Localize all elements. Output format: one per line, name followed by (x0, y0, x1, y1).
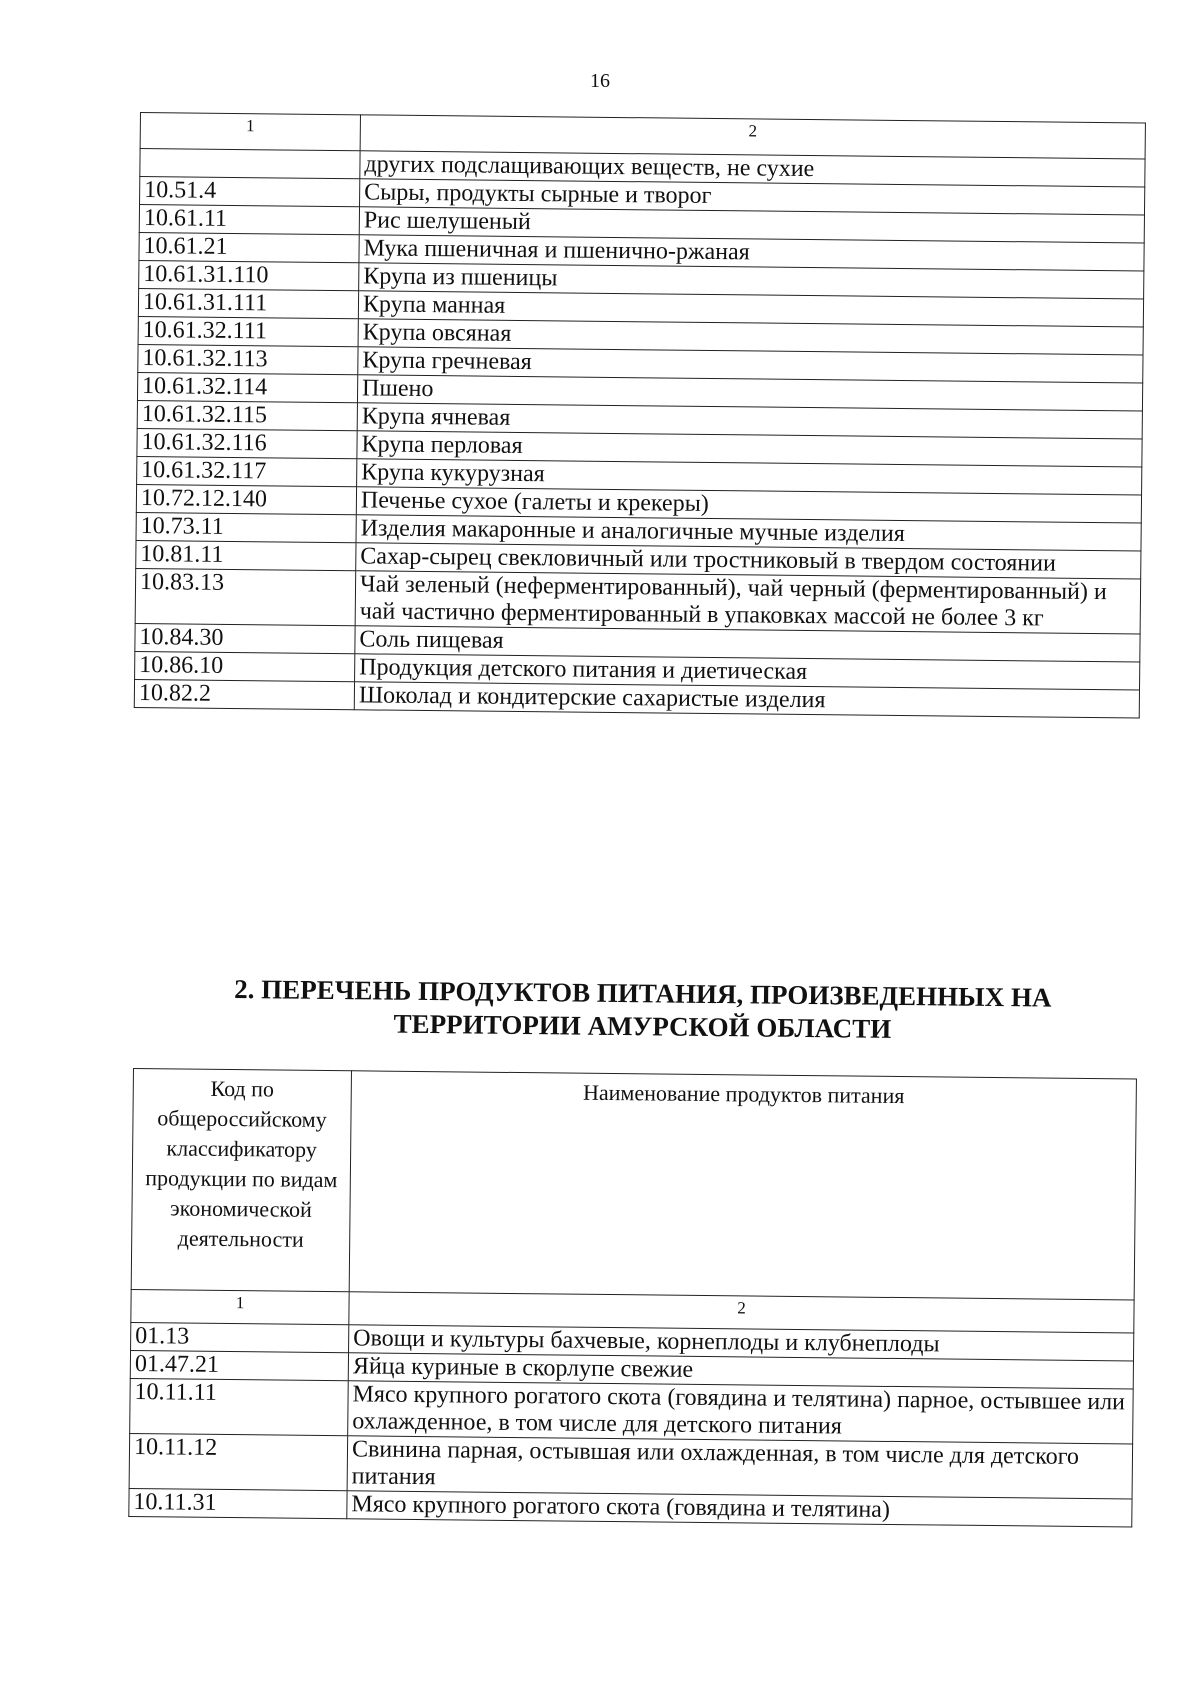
product-code: 10.84.30 (135, 623, 355, 653)
column-number: 1 (131, 1289, 349, 1324)
product-name: Крупа кукурузная (357, 459, 1142, 495)
product-name: Яйца куриные в скорлупе свежие (348, 1353, 1133, 1389)
column-number: 2 (360, 115, 1145, 159)
product-code: 10.61.31.110 (139, 260, 359, 290)
product-code: 10.61.32.111 (138, 316, 358, 346)
product-code: 10.61.32.116 (137, 428, 357, 458)
product-code: 10.61.32.114 (137, 372, 357, 402)
header-name: Наименование продуктов питания (349, 1071, 1136, 1300)
product-name: Мука пшеничная и пшенично-ржаная (359, 235, 1144, 271)
product-name: Продукция детского питания и диетическая (355, 654, 1140, 690)
page-number: 16 (590, 70, 610, 92)
product-code: 10.61.32.117 (137, 456, 357, 486)
product-name: Крупа манная (358, 291, 1143, 327)
product-name: Крупа из пшеницы (359, 263, 1144, 299)
product-code: 10.73.11 (136, 512, 356, 542)
product-code: 10.61.11 (139, 205, 359, 235)
product-name: Чай зеленый (неферментированный), чай черный (ферментированный) и чай частично ферментированный в упаковках массой не более 3 кг (355, 571, 1141, 634)
header-row (131, 1069, 1136, 1300)
product-code: 10.61.32.115 (137, 400, 357, 430)
product-name: Овощи и культуры бахчевые, корнеплоды и клубнеплоды (349, 1325, 1134, 1361)
product-code: 10.72.12.140 (136, 484, 356, 514)
product-code: 10.11.12 (129, 1433, 348, 1490)
product-name: Шоколад и кондитерские сахаристые изделия (354, 682, 1139, 718)
product-name: Крупа ячневая (357, 403, 1142, 439)
header-code: Код по общероссийскому классификатору продукции по видам экономической деятельности (131, 1069, 351, 1292)
product-table-continued (134, 112, 1146, 719)
product-name: Сахар-сырец свекловичный или тростниковый в твердом состоянии (356, 543, 1141, 579)
product-code: 10.86.10 (135, 651, 355, 681)
product-name: Печенье сухое (галеты и крекеры) (356, 487, 1141, 523)
product-name: Крупа гречневая (358, 347, 1143, 383)
product-name: Свинина парная, остывшая или охлажденная, в том числе для детского питания (347, 1436, 1133, 1499)
product-name: Соль пищевая (355, 626, 1140, 662)
product-code: 10.82.2 (134, 679, 354, 709)
product-code: 10.61.32.113 (138, 344, 358, 374)
product-name: Рис шелушеный (359, 207, 1144, 243)
product-code: 10.61.21 (139, 232, 359, 262)
product-code: 10.81.11 (136, 540, 356, 570)
column-number: 2 (349, 1292, 1134, 1333)
section-heading: 2. ПЕРЕЧЕНЬ ПРОДУКТОВ ПИТАНИЯ, ПРОИЗВЕДЕННЫХ НА ТЕРРИТОРИИ АМУРСКОЙ ОБЛАСТИ (234, 973, 1052, 1044)
product-name: Пшено (357, 375, 1142, 411)
product-name: Сыры, продукты сырные и творог (360, 179, 1145, 215)
product-name: Мясо крупного рогатого скота (говядина и телятина) (347, 1491, 1132, 1527)
product-code: 10.61.31.111 (138, 288, 358, 318)
column-number: 1 (140, 113, 360, 151)
product-name: других подслащивающих веществ, не сухие (360, 151, 1145, 187)
product-name: Изделия макаронные и аналогичные мучные изделия (356, 515, 1141, 551)
product-code: 10.51.4 (140, 177, 360, 207)
product-name: Крупа овсяная (358, 319, 1143, 355)
product-code (140, 149, 360, 179)
product-name: Крупа перловая (357, 431, 1142, 467)
product-name: Мясо крупного рогатого скота (говядина и телятина) парное, остывшее или охлажденное, в том числе для детского питания (348, 1381, 1134, 1444)
product-code: 01.13 (131, 1322, 349, 1352)
product-code: 10.11.31 (129, 1488, 347, 1518)
product-code: 01.47.21 (130, 1350, 348, 1380)
product-code: 10.11.11 (130, 1378, 349, 1435)
product-code: 10.83.13 (135, 568, 356, 625)
amur-products-table (128, 1068, 1137, 1527)
